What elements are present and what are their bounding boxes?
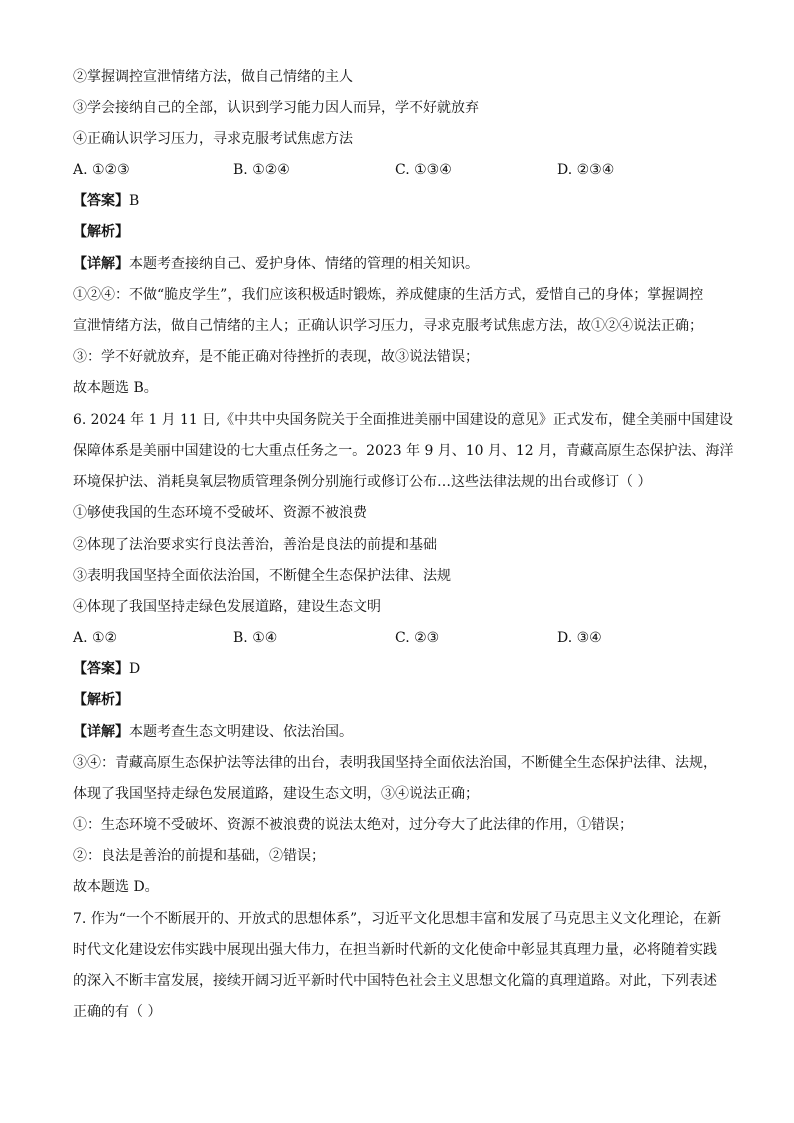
q6-option-3: ③表明我国坚持全面依法治国，不断健全生态保护法律、法规 <box>73 568 451 584</box>
q6-analysis-label <box>73 690 733 710</box>
answer-label: 【答案】 <box>73 193 129 209</box>
answer-label: 【答案】 <box>73 661 129 677</box>
q6-explanation-1-line-1: ③④：青藏高原生态保护法等法律的出台，表明我国坚持全面依法治国，不断健全生态保护法律、法规， <box>73 755 717 771</box>
q5-conclusion: 故本题选 B。 <box>73 380 158 396</box>
q5-detail <box>73 254 733 274</box>
answer-value: D <box>129 661 141 677</box>
q6-stem-line-1: 6. 2024 年 1 月 11 日,《中共中央国务院关于全面推进美丽中国建设的意见》正式发布，健全美丽中国建设 <box>73 412 733 428</box>
q5-answer <box>73 191 733 211</box>
q6-choice-a: A. ①② <box>73 630 118 646</box>
detail-text: 本题考查接纳自己、爱护身体、情绪的管理的相关知识。 <box>129 256 479 272</box>
analysis-label: 【解析】 <box>73 224 129 240</box>
q5-explanation-2: ③：学不好就放弃，是不能正确对待挫折的表现，故③说法错误； <box>73 349 479 365</box>
answer-value: B <box>129 193 140 209</box>
detail-text: 本题考查生态文明建设、依法治国。 <box>129 724 353 740</box>
q7-stem-line-4: 正确的有（ ） <box>73 1004 162 1020</box>
q6-option-1: ①够使我国的生态环境不受破坏、资源不被浪费 <box>73 505 367 521</box>
q6-option-2: ②体现了法治要求实行良法善治，善治是良法的前提和基础 <box>73 537 437 553</box>
q6-explanation-1-line-2: 体现了我国坚持走绿色发展道路，建设生态文明，③④说法正确； <box>73 786 479 802</box>
q7-stem-line-1: 7. 作为“一个不断展开的、开放式的思想体系”，习近平文化思想丰富和发展了马克思主义文化理论，在新 <box>73 911 722 927</box>
q6-choice-d: D. ③④ <box>557 630 602 646</box>
q6-stem-line-3: 环境保护法、消耗臭氧层物质管理条例分别施行或修订公布…这些法律法规的出台或修订（ ） <box>73 474 652 490</box>
detail-label: 【详解】 <box>73 724 129 740</box>
analysis-label: 【解析】 <box>73 692 129 708</box>
q6-detail <box>73 722 733 742</box>
detail-label: 【详解】 <box>73 256 129 272</box>
q7-stem-line-3: 的深入不断丰富发展，接续开阔习近平新时代中国特色社会主义思想文化篇的真理道路。对此，下列表述 <box>73 973 717 989</box>
q5-choice-b: B. ①②④ <box>233 162 290 178</box>
q5-choice-c: C. ①③④ <box>395 162 452 178</box>
q5-choice-a: A. ①②③ <box>73 162 130 178</box>
q6-explanation-2: ①：生态环境不受破坏、资源不被浪费的说法太绝对，过分夸大了此法律的作用，①错误； <box>73 817 633 833</box>
q5-option-4: ④正确认识学习压力，寻求克服考试焦虑方法 <box>73 131 353 147</box>
q5-option-2: ②掌握调控宣泄情绪方法，做自己情绪的主人 <box>73 69 353 85</box>
q5-explanation-1-line-2: 宣泄情绪方法，做自己情绪的主人；正确认识学习压力，寻求克服考试焦虑方法，故①②④说法正确； <box>73 318 703 334</box>
q5-explanation-1-line-1: ①②④：不做“脆皮学生”，我们应该积极适时锻炼，养成健康的生活方式，爱惜自己的身体；掌握调控 <box>73 287 704 303</box>
q6-answer <box>73 659 733 679</box>
q6-choice-c: C. ②③ <box>395 630 440 646</box>
q7-stem-line-2: 时代文化建设宏伟实践中展现出强大伟力，在担当新时代新的文化使命中彰显其真理力量，必将随着实践 <box>73 942 717 958</box>
q5-option-3: ③学会接纳自己的全部，认识到学习能力因人而异，学不好就放弃 <box>73 100 479 116</box>
q6-option-4: ④体现了我国坚持走绿色发展道路，建设生态文明 <box>73 599 381 615</box>
q5-analysis-label <box>73 222 733 242</box>
q6-stem-line-2: 保障体系是美丽中国建设的七大重点任务之一。2023 年 9 月、10 月、12 月，青藏高原生态保护法、海洋 <box>73 443 734 459</box>
q6-choice-b: B. ①④ <box>233 630 278 646</box>
q6-conclusion: 故本题选 D。 <box>73 879 159 895</box>
q5-choice-d: D. ②③④ <box>557 162 615 178</box>
q6-explanation-3: ②：良法是善治的前提和基础，②错误； <box>73 848 325 864</box>
